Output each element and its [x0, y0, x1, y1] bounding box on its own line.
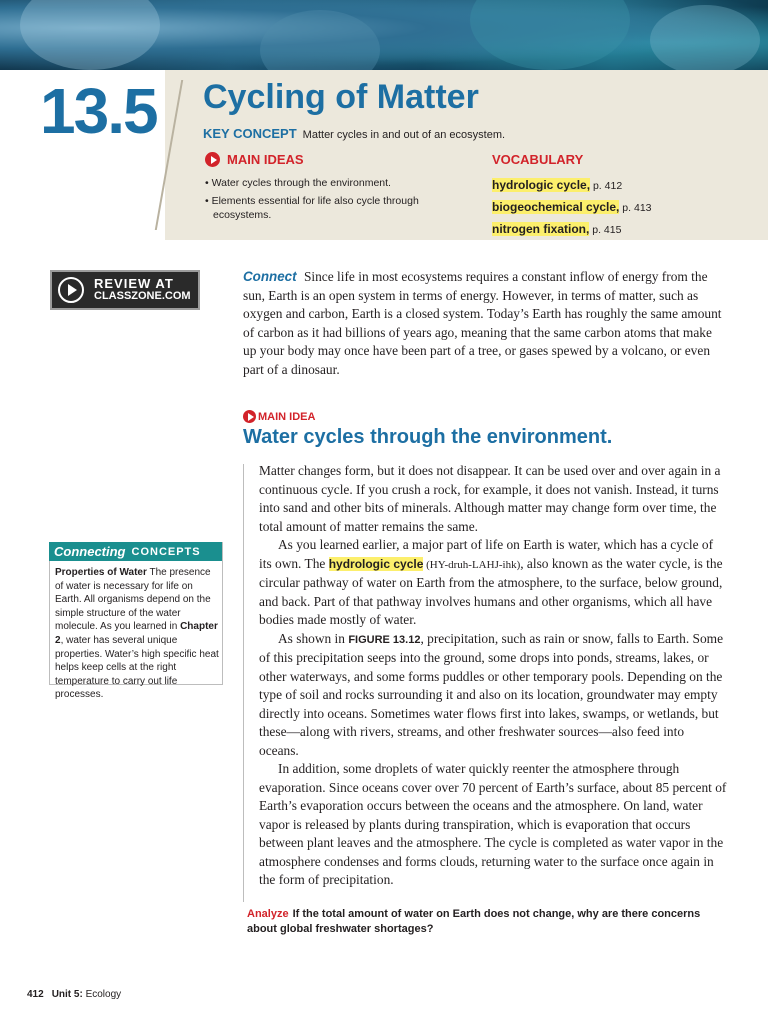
vocab-page: p. 415 — [589, 224, 622, 236]
analyze-text: If the total amount of water on Earth does not change, why are there concerns about global freshwater shortages? — [247, 908, 701, 935]
vocab-page: p. 412 — [590, 180, 623, 192]
connecting-concepts-text: Properties of Water The presence of water is necessary for life on Earth. All organisms depend on the simple structure of the water molecule. As you learned in Chapter 2, water has several unique properties. Water’s high specific heat helps keep cells at the right temperature to carry out life processes. — [55, 567, 219, 701]
vocabulary-list — [492, 175, 652, 241]
hydrologic-cycle-term: hydrologic cycle — [328, 556, 424, 571]
unit-name: Ecology — [82, 989, 122, 1000]
connecting-label: Connecting — [54, 544, 126, 559]
connecting-concepts-header — [49, 542, 222, 561]
play-icon — [58, 277, 84, 303]
connect-label: Connect — [243, 269, 297, 284]
main-idea-label-text: MAIN IDEA — [258, 410, 316, 423]
main-ideas-list — [205, 176, 455, 226]
chapter-reference: Chapter 2 — [55, 621, 218, 646]
review-line2: CLASSZONE.COM — [94, 290, 191, 302]
main-idea-item: • Elements essential for life also cycle through ecosystems. — [205, 195, 419, 221]
page-footer — [27, 989, 121, 1000]
play-icon — [205, 152, 220, 167]
paragraph: In addition, some droplets of water quickly reenter the atmosphere through evaporation. Since oceans cover over 70 percent of Earth’s surface, about 85 percent of Earth’s evaporation occurs between the oceans and the atmosphere. On land, water vapor is released by plants during transpiration, which is evaporation that occurs between plant leaves and the atmosphere. The cycle is completed as water vapor in the atmosphere condenses and forms clouds, returning water to the surface once again in the form of precipitation. — [259, 761, 727, 887]
vocab-page: p. 413 — [619, 202, 652, 214]
section-heading: Water cycles through the environment. — [243, 426, 613, 448]
main-ideas-label: MAIN IDEAS — [227, 152, 304, 167]
paragraph: Matter changes form, but it does not disappear. It can be used over and over again in a continuous cycle. If you crush a rock, for example, it does not vanish. Instead, it turns into sand and other bits of minerals. Although matter may change form over time, the total amount of matter remains the same. — [259, 463, 721, 534]
figure-reference[interactable]: FIGURE 13.12 — [348, 633, 421, 646]
vocabulary-heading: VOCABULARY — [492, 152, 584, 167]
key-concept — [203, 126, 505, 141]
page-title: Cycling of Matter — [203, 78, 479, 116]
key-concept-label: KEY CONCEPT — [203, 126, 297, 141]
vocab-item — [492, 219, 652, 241]
vertical-rule — [243, 464, 244, 902]
concepts-label: CONCEPTS — [131, 545, 201, 558]
paragraph: As shown in FIGURE 13.12, precipitation, such as rain or snow, falls to Earth. Some of this precipitation seeps into the ground, some drops into ponds, streams, lakes, or other waterways, and some forms puddles or other temporary pools. Depending on the type of soil and rocks surrounding it and also on its location, groundwater may empty directly into oceans. Sometimes water flows first into lakes, swamps, or wetlands, but these—along with rivers, streams, and other freshwater sources—also feed into oceans. — [259, 630, 724, 758]
main-ideas-heading — [205, 152, 304, 167]
vocab-term: hydrologic cycle, — [492, 178, 591, 192]
vocab-term: biogeochemical cycle, — [492, 200, 620, 214]
main-idea-label — [243, 410, 315, 423]
paragraph: As you learned earlier, a major part of life on Earth is water, which has a cycle of its own. The hydrologic cycle (HY-druh-LAHJ-ihk), also known as the water cycle, is the circular pathway of water on Earth from the atmosphere, to the surface, below ground, and back. Part of that pathway involves humans and other organisms, which all have bodies made mostly of water. — [259, 537, 723, 627]
analyze-label: Analyze — [247, 908, 289, 920]
header-photo-banner — [0, 0, 768, 70]
key-concept-text: Matter cycles in and out of an ecosystem. — [302, 129, 506, 141]
vocab-item — [492, 175, 652, 197]
connect-paragraph — [243, 268, 723, 379]
vocab-item — [492, 197, 652, 219]
analyze-question — [247, 907, 727, 937]
vocab-term: nitrogen fixation, — [492, 222, 590, 236]
play-icon — [243, 410, 256, 423]
body-text — [259, 462, 727, 890]
connect-text: Since life in most ecosystems requires a constant inflow of energy from the sun, Earth is an open system in terms of energy. However, in terms of matter, such as oxygen and carbon, Earth is a closed system. Today’s Earth has roughly the same amount of carbon as it had billions of years ago, meaning that the same carbon atoms that make up your body may once have been part of a tree, or gases spewed by a volcano, or even part of a dinosaur. — [243, 269, 722, 377]
pronunciation: (HY-druh-LAHJ-ihk) — [423, 558, 521, 571]
main-idea-item: • Water cycles through the environment. — [205, 177, 391, 189]
cc-topic: Properties of Water — [55, 567, 147, 578]
review-line1: REVIEW AT — [94, 276, 174, 291]
section-number: 13.5 — [40, 75, 157, 147]
review-classzone-button[interactable] — [50, 270, 200, 310]
page-number: 412 — [27, 989, 44, 1000]
unit-label: Unit 5: — [51, 989, 83, 1000]
